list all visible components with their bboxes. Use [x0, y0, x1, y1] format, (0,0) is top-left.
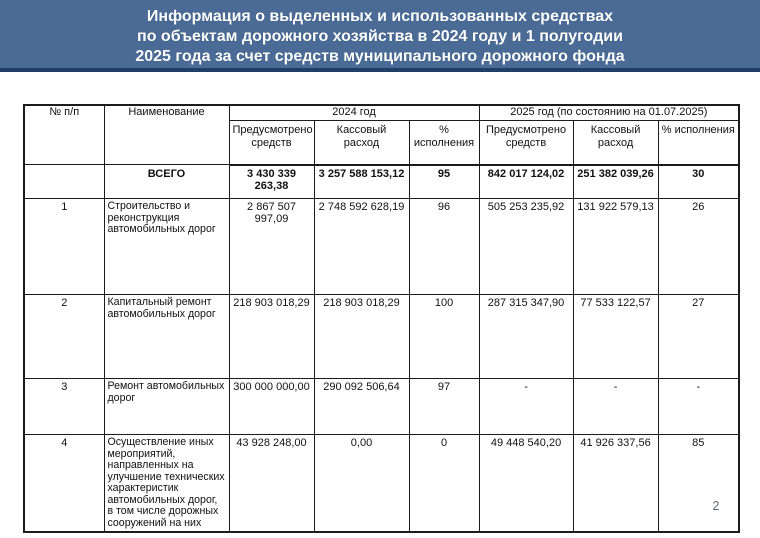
cell-total-pct-2025: 30: [658, 165, 739, 199]
cell-planned-2024: 218 903 018,29: [229, 295, 314, 379]
title-banner: [0, 0, 760, 72]
cell-pct-2024: 100: [409, 295, 479, 379]
table-row: [24, 199, 739, 295]
col-header-num: № п/п: [24, 105, 104, 165]
col-header-group-2025: 2025 год (по состоянию на 01.07.2025): [479, 105, 739, 121]
cell-total-num: [24, 165, 104, 199]
col-header-percent-2024: % исполнения: [409, 121, 479, 165]
col-header-percent-2025: % исполнения: [658, 121, 739, 165]
funds-table: [23, 104, 740, 533]
cell-total-pct-2024: 95: [409, 165, 479, 199]
cell-cash-2025: 41 926 337,56: [573, 435, 658, 533]
cell-name: Ремонт автомобильных дорог: [104, 379, 229, 435]
cell-num: 4: [24, 435, 104, 533]
cell-total-cash-2025: 251 382 039,26: [573, 165, 658, 199]
cell-pct-2025: -: [658, 379, 739, 435]
col-header-name: Наименование: [104, 105, 229, 165]
cell-pct-2025: 26: [658, 199, 739, 295]
cell-cash-2025: -: [573, 379, 658, 435]
col-header-cash-2025: Кассовый расход: [573, 121, 658, 165]
cell-total-planned-2024: 3 430 339 263,38: [229, 165, 314, 199]
title-line-3: 2025 года за счет средств муниципального дорожного фонда: [135, 48, 625, 65]
cell-pct-2024: 97: [409, 379, 479, 435]
cell-cash-2024: 218 903 018,29: [314, 295, 409, 379]
cell-total-cash-2024: 3 257 588 153,12: [314, 165, 409, 199]
cell-planned-2024: 43 928 248,00: [229, 435, 314, 533]
cell-planned-2025: -: [479, 379, 573, 435]
cell-pct-2025: 27: [658, 295, 739, 379]
col-header-planned-2025: Предусмотрено средств: [479, 121, 573, 165]
cell-name: Осуществление иных мероприятий, направленных на улучшение технических характеристик автомобильных дорог, в том числе дорожных сооружений на них: [104, 435, 229, 533]
table-header-group-row: [24, 105, 739, 121]
cell-planned-2024: 300 000 000,00: [229, 379, 314, 435]
cell-planned-2025: 505 253 235,92: [479, 199, 573, 295]
cell-total-planned-2025: 842 017 124,02: [479, 165, 573, 199]
cell-num: 2: [24, 295, 104, 379]
cell-cash-2025: 131 922 579,13: [573, 199, 658, 295]
cell-num: 1: [24, 199, 104, 295]
col-header-planned-2024: Предусмотрено средств: [229, 121, 314, 165]
title-line-2: по объектам дорожного хозяйства в 2024 году и 1 полугодии: [137, 28, 623, 45]
cell-total-name: ВСЕГО: [104, 165, 229, 199]
col-header-cash-2024: Кассовый расход: [314, 121, 409, 165]
slide-page-number: 2: [712, 499, 720, 513]
cell-cash-2024: 0,00: [314, 435, 409, 533]
table-row: [24, 435, 739, 533]
cell-planned-2024: 2 867 507 997,09: [229, 199, 314, 295]
table-row: [24, 295, 739, 379]
cell-cash-2025: 77 533 122,57: [573, 295, 658, 379]
cell-num: 3: [24, 379, 104, 435]
cell-planned-2025: 49 448 540,20: [479, 435, 573, 533]
cell-pct-2024: 96: [409, 199, 479, 295]
cell-name: Строительство и реконструкция автомобильных дорог: [104, 199, 229, 295]
col-header-group-2024: 2024 год: [229, 105, 479, 121]
cell-cash-2024: 2 748 592 628,19: [314, 199, 409, 295]
cell-name: Капитальный ремонт автомобильных дорог: [104, 295, 229, 379]
table-row: [24, 379, 739, 435]
cell-pct-2025: 85: [658, 435, 739, 533]
cell-planned-2025: 287 315 347,90: [479, 295, 573, 379]
cell-pct-2024: 0: [409, 435, 479, 533]
table-row-total: [24, 165, 739, 199]
cell-cash-2024: 290 092 506,64: [314, 379, 409, 435]
title-line-1: Информация о выделенных и использованных средствах: [146, 8, 614, 25]
